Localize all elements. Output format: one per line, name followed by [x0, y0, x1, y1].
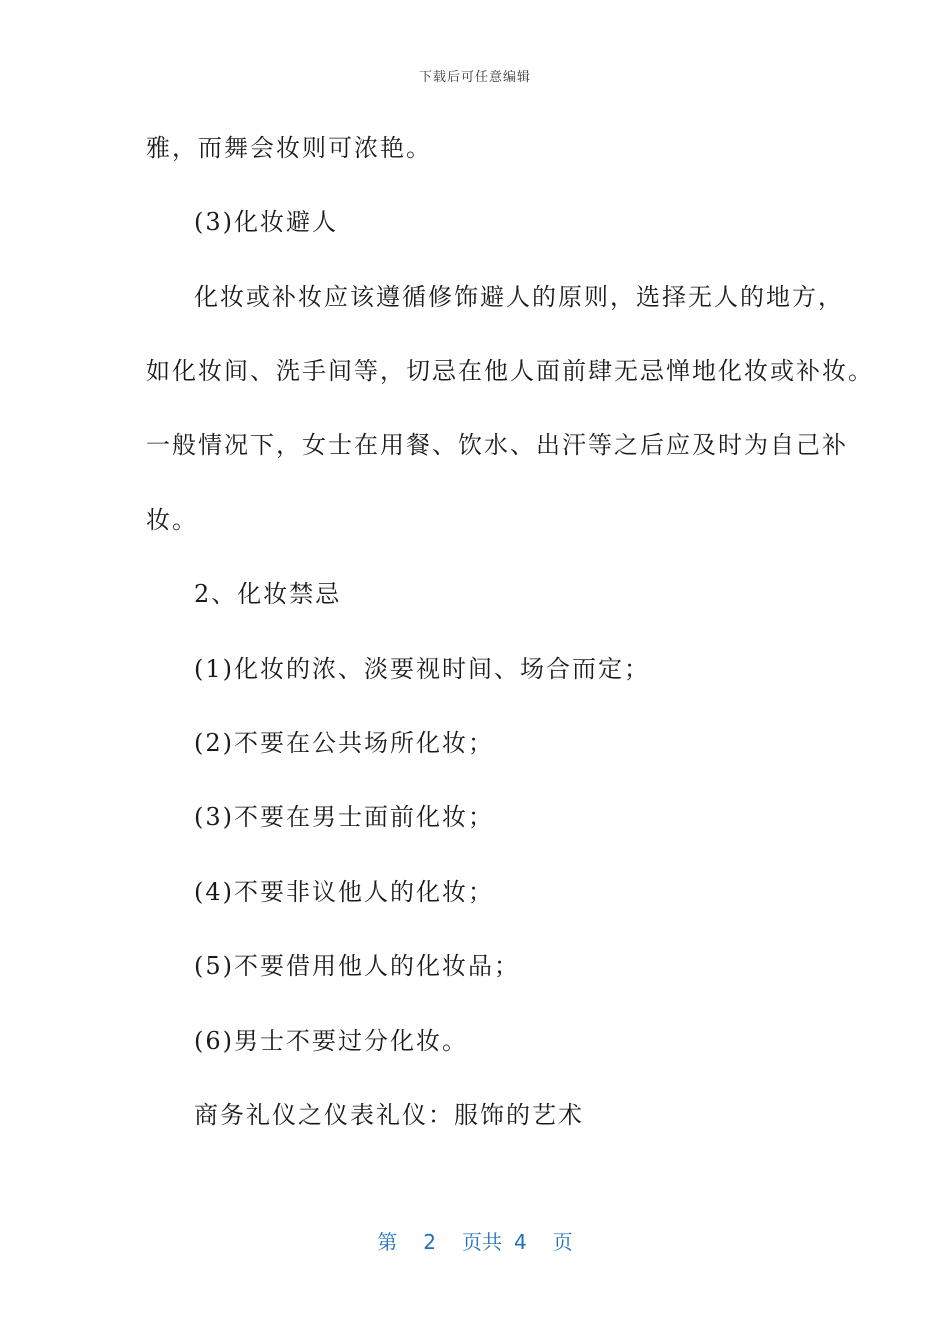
paragraph-line: 一般情况下，女士在用餐、饮水、出汗等之后应及时为自己补 — [146, 431, 848, 459]
list-item: (1)化妆的浓、淡要视时间、场合而定； — [194, 655, 650, 683]
list-item: (2)不要在公共场所化妆； — [194, 729, 494, 757]
page-prefix: 第 — [377, 1230, 398, 1254]
section-heading: 2、化妆禁忌 — [194, 580, 342, 608]
list-item: (6)男士不要过分化妆。 — [194, 1027, 468, 1055]
page-number-footer — [0, 1226, 950, 1255]
section-heading: 商务礼仪之仪表礼仪：服饰的艺术 — [194, 1101, 584, 1129]
paragraph-line: 雅，而舞会妆则可浓艳。 — [146, 134, 432, 162]
header-note: 下载后可任意编辑 — [418, 70, 531, 85]
total-pages: 4 — [514, 1230, 527, 1254]
paragraph-line: 化妆或补妆应该遵循修饰避人的原则，选择无人的地方， — [194, 283, 844, 311]
list-item: (4)不要非议他人的化妆； — [194, 878, 494, 906]
page-mid: 页共 — [462, 1230, 502, 1254]
paragraph-line: 妆。 — [146, 506, 198, 534]
page-suffix: 页 — [552, 1230, 573, 1254]
current-page: 2 — [423, 1230, 436, 1254]
list-item: (3)不要在男士面前化妆； — [194, 803, 494, 831]
list-item: (5)不要借用他人的化妆品； — [194, 952, 520, 980]
paragraph-line: 如化妆间、洗手间等，切忌在他人面前肆无忌惮地化妆或补妆。 — [146, 357, 874, 385]
section-heading: (3)化妆避人 — [194, 208, 338, 236]
